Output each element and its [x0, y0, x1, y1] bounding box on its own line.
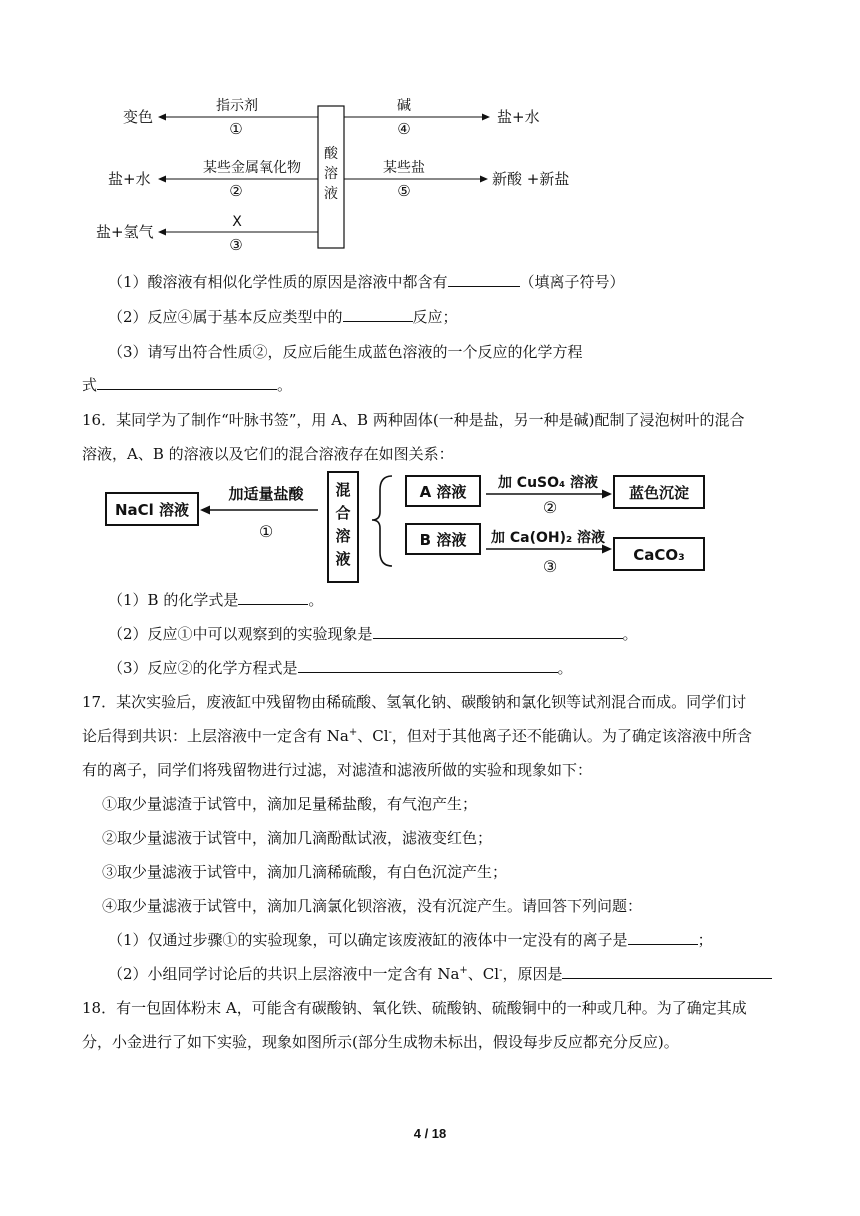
product-salt-water-left: 盐+水 — [108, 170, 151, 188]
num-4: ④ — [397, 120, 411, 138]
a-solution-label: A 溶液 — [419, 483, 467, 501]
reagent-indicator: 指示剂 — [216, 98, 258, 114]
reagent-caoh2: 加 Ca(OH)₂ 溶液 — [490, 530, 606, 546]
reagent-x: X — [232, 214, 242, 230]
q16-stem-line2: 溶液，A、B 的溶液以及它们的混合溶液存在如图关系： — [82, 445, 454, 463]
q16-part1: （1）B 的化学式是 。 — [108, 591, 324, 609]
answer-blank[interactable] — [628, 930, 698, 945]
brace — [372, 476, 392, 566]
q16-stem-line1: 16．某同学为了制作“叶脉书签”，用 A、B 两种固体(一种是盐，另一种是碱)配制了浸泡树叶的混合 — [82, 411, 745, 429]
answer-blank[interactable] — [298, 658, 558, 673]
page-number: 4 / 18 — [413, 1126, 447, 1141]
mix-char-1: 混 — [335, 481, 351, 499]
answer-blank[interactable] — [238, 590, 308, 605]
product-salt-hydrogen: 盐+氢气 — [96, 223, 154, 241]
q18-stem-line1: 18．有一包固体粉末 A，可能含有碳酸钠、氧化铁、硫酸钠、硫酸铜中的一种或几种。为了确定其成 — [82, 999, 747, 1017]
acid-properties-diagram — [0, 90, 860, 260]
num-1: ① — [229, 120, 243, 138]
arrowhead-x — [158, 229, 166, 236]
product-salt-water-right: 盐+水 — [497, 108, 540, 126]
q17-step1: ①取少量滤渣于试管中，滴加足量稀盐酸，有气泡产生； — [102, 795, 478, 813]
mixed-solution-diagram — [0, 466, 860, 586]
reagent-base: 碱 — [397, 98, 411, 114]
mix-char-4: 液 — [335, 550, 351, 568]
caco3-label: CaCO₃ — [633, 546, 685, 564]
reagent-metal-oxide: 某些金属氧化物 — [203, 160, 301, 176]
arrowhead-base — [482, 114, 490, 121]
num-react-2: ② — [542, 498, 558, 517]
q16-part3: （3）反应②的化学方程式是 。 — [108, 659, 573, 677]
arrowhead-cuso4 — [602, 490, 612, 499]
q15-part2: （2）反应④属于基本反应类型中的 反应； — [108, 308, 458, 326]
q17-part2: （2）小组同学讨论后的共识上层溶液中一定含有 Na+、Cl-，原因是 — [108, 964, 772, 984]
product-color-change: 变色 — [123, 108, 154, 126]
arrowhead-hcl — [200, 506, 210, 515]
answer-blank[interactable] — [97, 375, 277, 390]
answer-blank[interactable] — [343, 307, 413, 322]
q17-part1: （1）仅通过步骤①的实验现象，可以确定该废液缸的液体中一定没有的离子是 ； — [108, 931, 713, 949]
answer-blank[interactable] — [448, 272, 520, 287]
q15-part3: （3）请写出符合性质②，反应后能生成蓝色溶液的一个反应的化学方程 — [108, 343, 583, 361]
q15-part1: （1）酸溶液有相似化学性质的原因是溶液中都含有 （填离子符号） — [108, 273, 625, 291]
q17-stem-line1: 17．某次实验后，废液缸中残留物由稀硫酸、氢氧化钠、碳酸钠和氯化钡等试剂混合而成。同学们讨 — [82, 693, 747, 711]
mix-char-3: 溶 — [335, 527, 351, 545]
num-3: ③ — [229, 236, 243, 254]
acid-solution-char-1: 酸 — [324, 146, 338, 162]
q16-part2: （2）反应①中可以观察到的实验现象是 。 — [108, 625, 638, 643]
reagent-cuso4: 加 CuSO₄ 溶液 — [497, 475, 599, 491]
acid-solution-char-2: 溶 — [324, 166, 338, 182]
b-solution-label: B 溶液 — [419, 531, 467, 549]
mix-char-2: 合 — [335, 504, 351, 522]
num-2: ② — [229, 182, 243, 200]
num-5: ⑤ — [397, 182, 411, 200]
num-react-3: ③ — [542, 557, 558, 576]
q15-part3-cont: 式 。 — [82, 376, 293, 394]
answer-blank[interactable] — [373, 624, 623, 639]
reagent-salt: 某些盐 — [383, 160, 425, 176]
q17-step4: ④取少量滤液于试管中，滴加几滴氯化钡溶液，没有沉淀产生。请回答下列问题： — [102, 897, 643, 915]
blue-precipitate-label: 蓝色沉淀 — [628, 484, 690, 502]
q18-stem-line2: 分，小金进行了如下实验，现象如图所示(部分生成物未标出，假设每步反应都充分反应)。 — [82, 1033, 679, 1051]
arrowhead-metal-oxide — [158, 176, 166, 183]
q17-stem-line3: 有的离子，同学们将残留物进行过滤，对滤渣和滤液所做的实验和现象如下： — [82, 761, 593, 779]
acid-solution-char-3: 液 — [324, 186, 338, 202]
arrowhead-indicator — [158, 114, 166, 121]
q17-step2: ②取少量滤液于试管中，滴加几滴酚酞试液，滤液变红色； — [102, 829, 493, 847]
reagent-hcl: 加适量盐酸 — [228, 485, 304, 503]
answer-blank[interactable] — [562, 964, 772, 979]
num-react-1: ① — [258, 522, 274, 541]
q17-step3: ③取少量滤液于试管中，滴加几滴稀硫酸，有白色沉淀产生； — [102, 863, 508, 881]
q17-stem-line2: 论后得到共识：上层溶液中一定含有 Na+、Cl-，但对于其他离子还不能确认。为了确定该溶液中所含 — [82, 727, 752, 745]
arrowhead-salt — [480, 176, 488, 183]
nacl-label: NaCl 溶液 — [114, 501, 190, 519]
product-new-acid-salt: 新酸 +新盐 — [492, 170, 570, 188]
